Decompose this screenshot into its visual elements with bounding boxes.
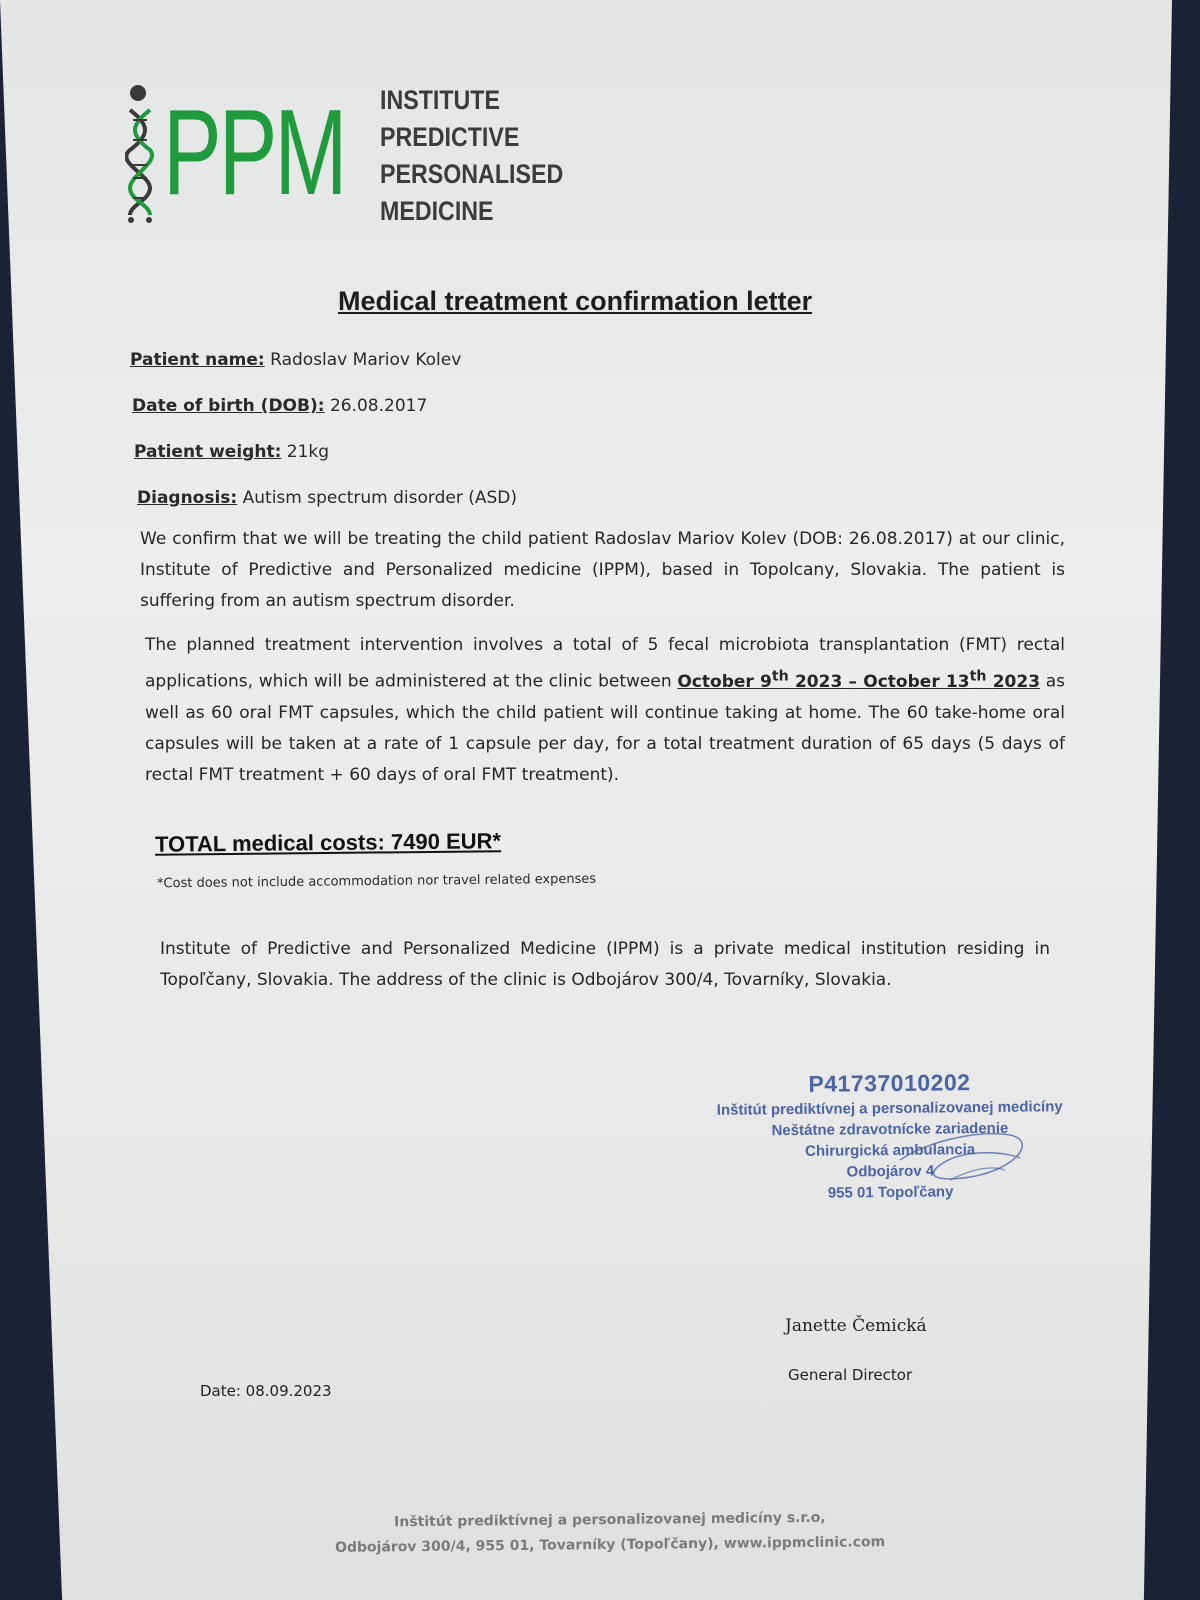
stamp-line: Inštitút prediktívnej a personalizovanej medicíny [716, 1098, 1063, 1119]
field-value: 21kg [286, 442, 330, 462]
logo-line: INSTITUTE [380, 85, 500, 115]
total-costs: TOTAL medical costs: 7490 EUR* [154, 828, 502, 857]
stamp-line: Neštátne zdravotnícke zariadenie [771, 1119, 1009, 1140]
logo-institute-name [380, 82, 563, 230]
logo-line: MEDICINE [380, 196, 494, 226]
treatment-dates: October 9th 2023 – October 13th 2023 [677, 668, 1041, 692]
signature-icon [860, 1120, 1060, 1200]
field-value: Autism spectrum disorder (ASD) [242, 488, 517, 508]
field-label: Date of birth (DOB): [132, 396, 325, 416]
patient-name-field [130, 350, 461, 370]
stamp-line: 955 01 Topoľčany [827, 1183, 954, 1202]
field-label: Patient weight: [134, 442, 282, 462]
logo-line: PREDICTIVE [380, 122, 520, 152]
institution-paragraph: Institute of Predictive and Personalized Medicine (IPPM) is a private medical institution residing in Topoľčany, Slovakia. The address of the clinic is Odbojárov 300/4, Tovarníky, Slovakia. [160, 939, 1050, 990]
dna-logo-icon [125, 80, 159, 225]
field-value: 26.08.2017 [329, 396, 428, 416]
field-label: Diagnosis: [137, 488, 238, 508]
treatment-text-before: The planned treatment intervention involves a total of 5 fecal microbiota transplantation (FMT) rectal applications, which will be administered at the clinic between [145, 635, 1065, 692]
confirmation-paragraph: We confirm that we will be treating the child patient Radoslav Mariov Kolev (DOB: 26.08.2017) at our clinic, Institute of Predictive and Personalized medicine (IPPM), based in Topolcany, Slovakia. The patient is suffering from an autism spectrum disorder. [140, 529, 1065, 611]
diagnosis-field [137, 488, 517, 508]
page-title: Medical treatment confirmation letter [338, 286, 813, 316]
signer-name: Janette Čemická [785, 1316, 927, 1336]
weight-field [134, 442, 329, 462]
logo-line: PERSONALISED [380, 159, 564, 189]
signer-role: General Director [788, 1366, 913, 1384]
page-footer [300, 1505, 920, 1561]
stamp-line: Chirurgická ambulancia [805, 1141, 976, 1160]
logo-wordmark: PPM [163, 84, 345, 220]
dob-field [132, 396, 427, 416]
stamp-line: Odbojárov 4 [846, 1162, 935, 1181]
stamp-code: P41737010202 [808, 1069, 971, 1097]
footer-address: Odbojárov 300/4, 955 01, Tovarníky (Topoľčany), www.ippmclinic.com [334, 1534, 886, 1556]
letterhead [125, 80, 585, 225]
letter-date: Date: 08.09.2023 [200, 1382, 332, 1400]
field-label: Patient name: [130, 350, 265, 370]
cost-footnote: *Cost does not include accommodation nor travel related expenses [156, 871, 597, 892]
footer-company: Inštitút prediktívnej a personalizovanej medicíny s.r.o, [394, 1509, 826, 1531]
treatment-paragraph [145, 630, 1065, 791]
treatment-text-after: as well as 60 oral FMT capsules, which the child patient will continue taking at home. The 60 take-home oral capsules will be taken at a rate of 1 capsule per day, for a total treatment duration of 65 days (5 days of rectal FMT treatment + 60 days of oral FMT treatment). [145, 671, 1066, 785]
field-value: Radoslav Mariov Kolev [270, 350, 462, 370]
